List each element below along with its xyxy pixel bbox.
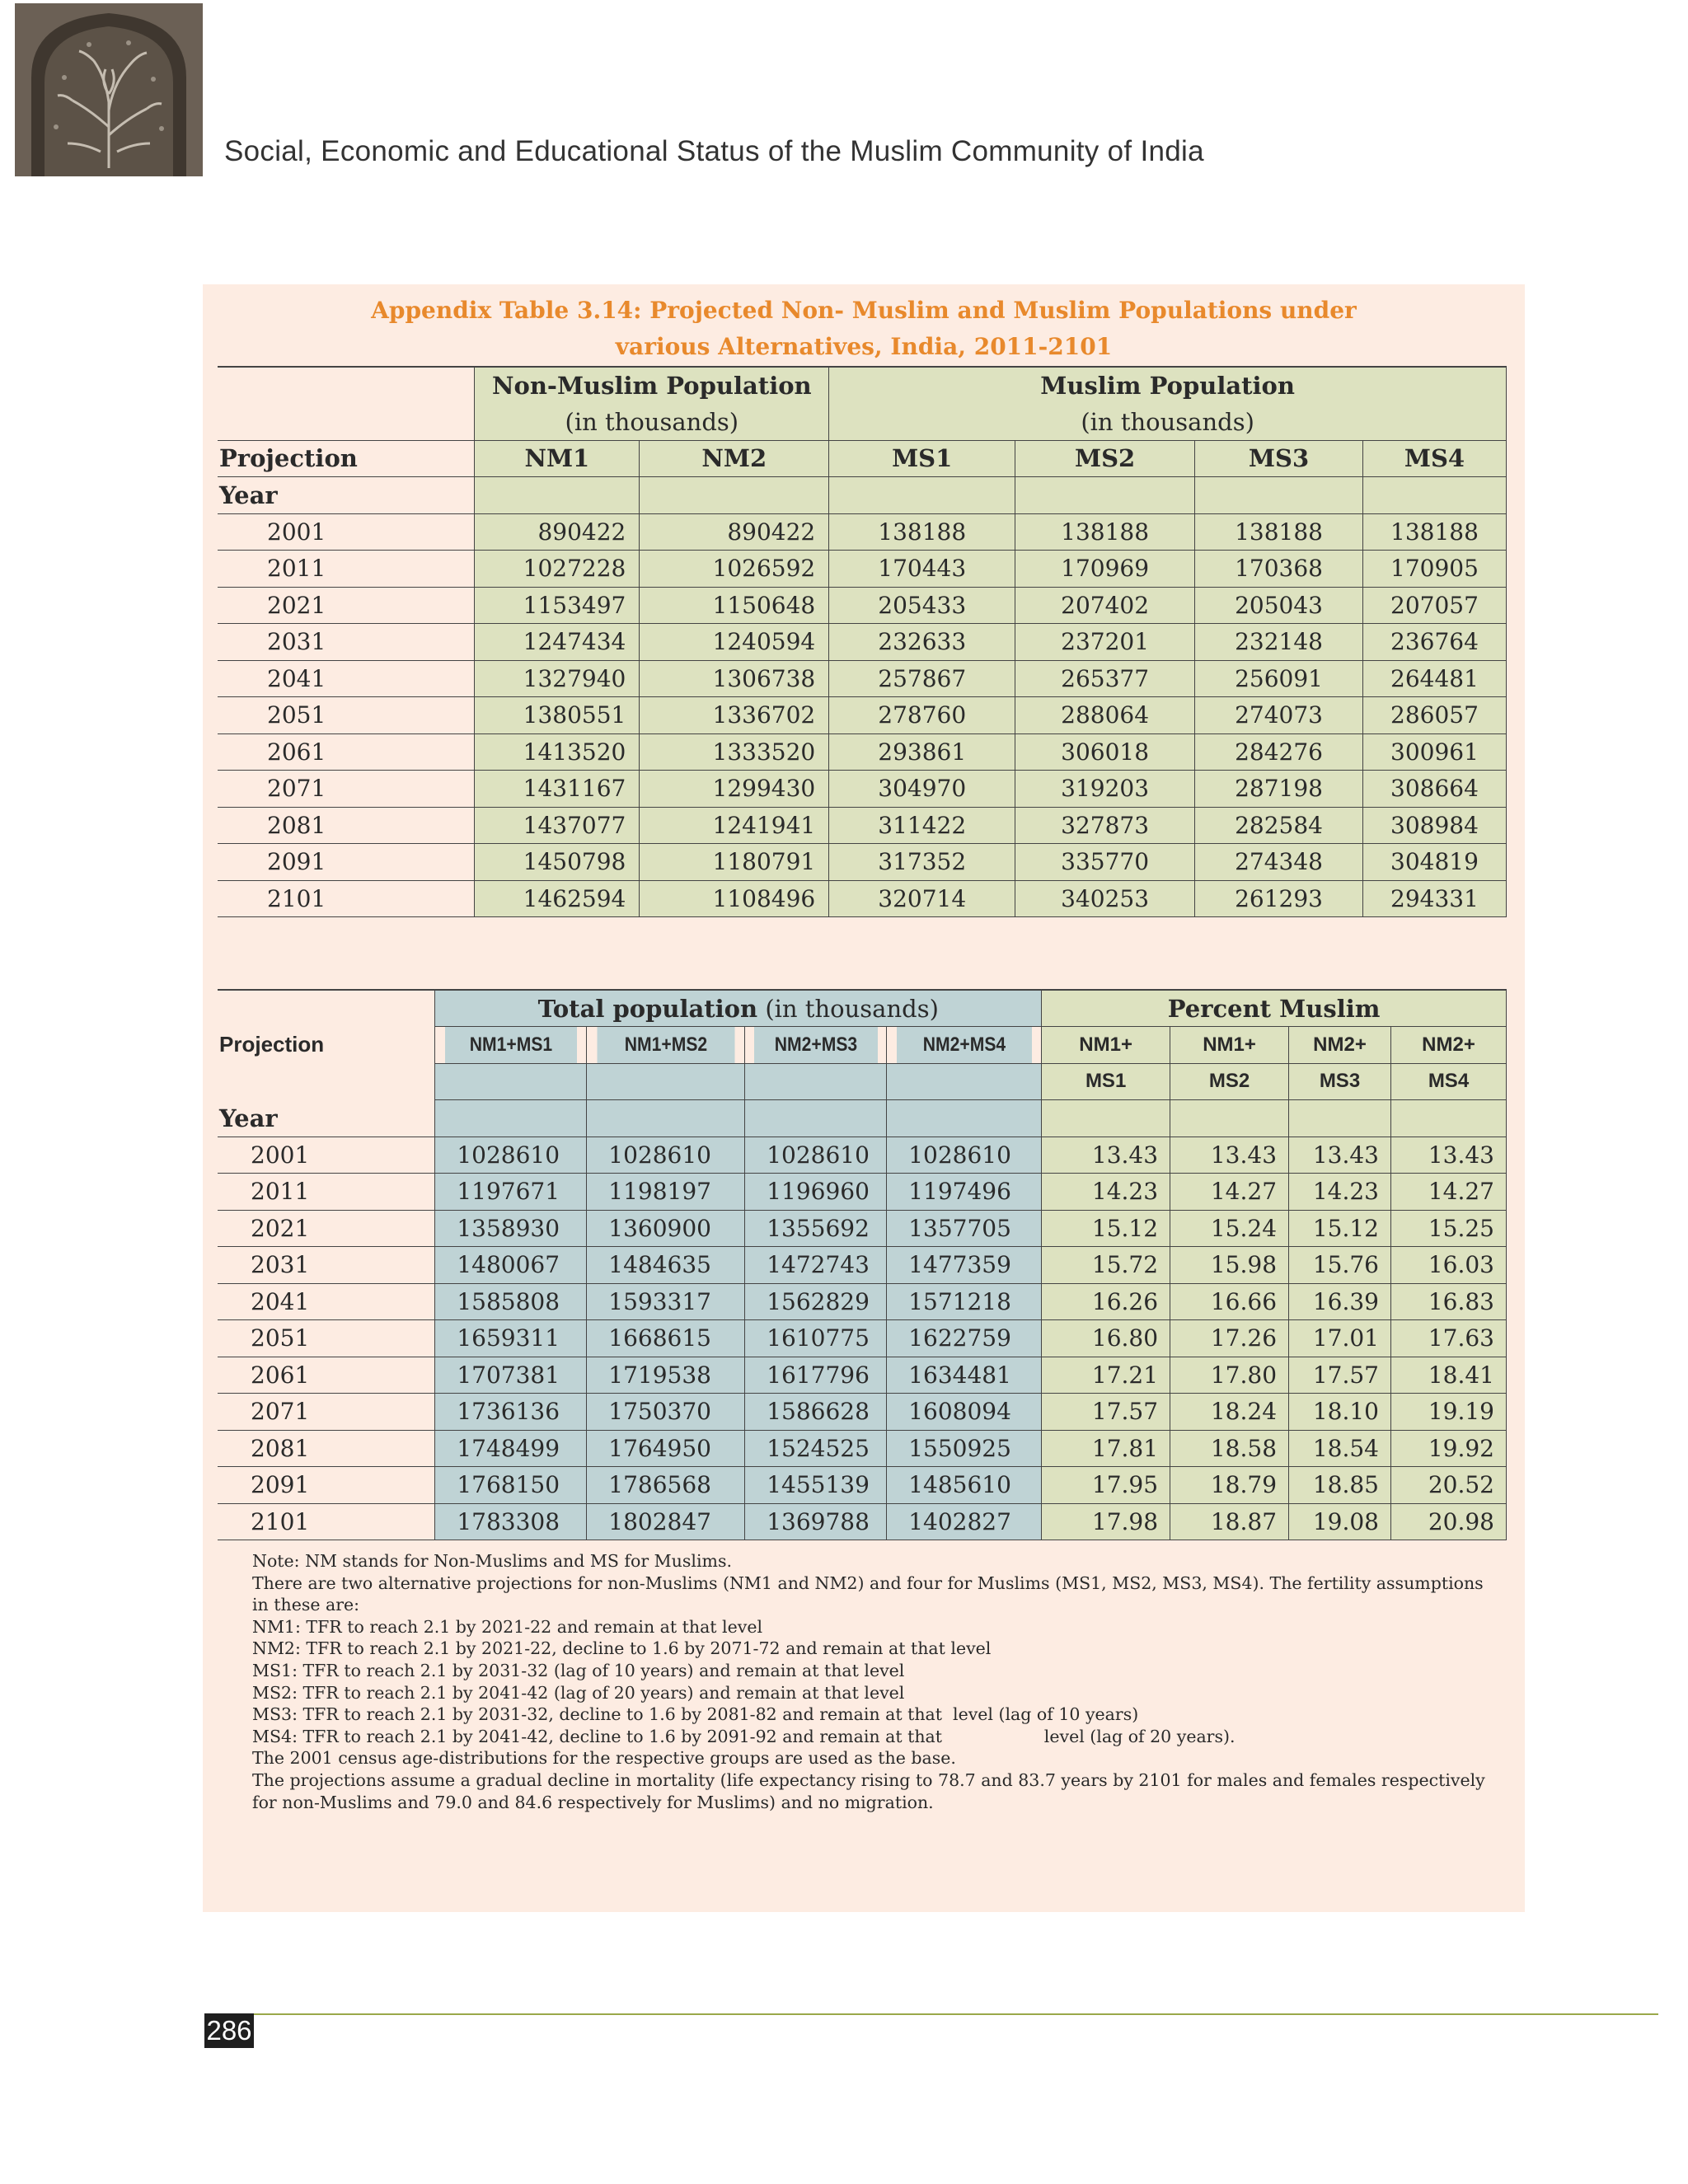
percent-cell: 16.03 bbox=[1390, 1247, 1506, 1284]
percent-cell: 18.79 bbox=[1170, 1467, 1289, 1504]
total-cell: 1028610 bbox=[587, 1137, 745, 1174]
percent-cell: 18.41 bbox=[1390, 1357, 1506, 1394]
value-cell: 1431167 bbox=[475, 771, 640, 808]
year-cell: 2051 bbox=[218, 697, 475, 734]
value-cell: 278760 bbox=[829, 697, 1015, 734]
value-cell: 308664 bbox=[1362, 771, 1506, 808]
total-cell: 1585808 bbox=[435, 1283, 587, 1320]
value-cell: 288064 bbox=[1015, 697, 1195, 734]
percent-cell: 17.57 bbox=[1042, 1394, 1170, 1431]
total-cell: 1593317 bbox=[587, 1283, 745, 1320]
note-line: The 2001 census age-distributions for the respective groups are used as the base. bbox=[252, 1748, 956, 1769]
value-cell: 138188 bbox=[829, 513, 1015, 551]
percent-cell: 17.63 bbox=[1390, 1320, 1506, 1357]
value-cell: 1336702 bbox=[640, 697, 829, 734]
table-row bbox=[218, 733, 1507, 771]
value-cell: 236764 bbox=[1362, 624, 1506, 661]
value-cell: 293861 bbox=[829, 733, 1015, 771]
total-cell: 1802847 bbox=[587, 1503, 745, 1540]
percent-cell: 18.54 bbox=[1289, 1430, 1391, 1467]
column-header: NM1+ bbox=[1170, 1027, 1289, 1064]
value-cell: 308984 bbox=[1362, 807, 1506, 844]
year-cell: 2071 bbox=[218, 1394, 435, 1431]
percent-cell: 16.83 bbox=[1390, 1283, 1506, 1320]
percent-cell: 18.87 bbox=[1170, 1503, 1289, 1540]
value-cell: 1333520 bbox=[640, 733, 829, 771]
table-row bbox=[218, 1467, 1507, 1504]
total-cell: 1524525 bbox=[745, 1430, 887, 1467]
value-cell: 1108496 bbox=[640, 880, 829, 917]
percent-cell: 14.27 bbox=[1170, 1174, 1289, 1211]
table-row bbox=[218, 587, 1507, 624]
value-cell: 890422 bbox=[640, 513, 829, 551]
value-cell: 1241941 bbox=[640, 807, 829, 844]
value-cell: 170443 bbox=[829, 551, 1015, 588]
value-cell: 1150648 bbox=[640, 587, 829, 624]
group-header-total bbox=[435, 990, 1042, 1027]
table-notes bbox=[252, 1550, 1497, 1813]
value-cell: 1450798 bbox=[475, 844, 640, 881]
year-cell: 2071 bbox=[218, 771, 475, 808]
value-cell: 138188 bbox=[1015, 513, 1195, 551]
percent-cell: 17.01 bbox=[1289, 1320, 1391, 1357]
column-header: MS2 bbox=[1015, 440, 1195, 477]
total-cell: 1455139 bbox=[745, 1467, 887, 1504]
percent-cell: 13.43 bbox=[1170, 1137, 1289, 1174]
table-row bbox=[218, 880, 1507, 917]
value-cell: 340253 bbox=[1015, 880, 1195, 917]
group-header-muslim: Muslim Population bbox=[829, 367, 1507, 404]
total-cell: 1786568 bbox=[587, 1467, 745, 1504]
value-cell: 274073 bbox=[1195, 697, 1363, 734]
value-cell: 1027228 bbox=[475, 551, 640, 588]
value-cell: 1026592 bbox=[640, 551, 829, 588]
note-line: MS1: TFR to reach 2.1 by 2031-32 (lag of 10 years) and remain at that level bbox=[252, 1660, 905, 1680]
value-cell: 138188 bbox=[1195, 513, 1363, 551]
total-cell: 1783308 bbox=[435, 1503, 587, 1540]
year-cell: 2061 bbox=[218, 733, 475, 771]
year-label: Year bbox=[218, 477, 475, 514]
total-cell: 1197671 bbox=[435, 1174, 587, 1211]
note-line: MS4: TFR to reach 2.1 by 2041-42, decline to 1.6 by 2091-92 and remain at that level (lag of 20 years). bbox=[252, 1726, 1236, 1746]
value-cell: 170368 bbox=[1195, 551, 1363, 588]
percent-cell: 18.85 bbox=[1289, 1467, 1391, 1504]
value-cell: 287198 bbox=[1195, 771, 1363, 808]
value-cell: 284276 bbox=[1195, 733, 1363, 771]
year-cell: 2031 bbox=[218, 624, 475, 661]
year-cell: 2021 bbox=[218, 1210, 435, 1247]
percent-cell: 13.43 bbox=[1289, 1137, 1391, 1174]
footer-rule bbox=[252, 2013, 1658, 2015]
total-cell: 1768150 bbox=[435, 1467, 587, 1504]
year-cell: 2081 bbox=[218, 807, 475, 844]
group-unit-nonmuslim: (in thousands) bbox=[475, 404, 829, 441]
percent-cell: 18.24 bbox=[1170, 1394, 1289, 1431]
value-cell: 1462594 bbox=[475, 880, 640, 917]
column-header: MS2 bbox=[1170, 1063, 1289, 1100]
header-image bbox=[15, 3, 203, 176]
percent-cell: 17.26 bbox=[1170, 1320, 1289, 1357]
column-header: NM1+MS1 bbox=[444, 1027, 578, 1064]
column-header: MS4 bbox=[1390, 1063, 1506, 1100]
value-cell: 304970 bbox=[829, 771, 1015, 808]
value-cell: 261293 bbox=[1195, 880, 1363, 917]
total-cell: 1198197 bbox=[587, 1174, 745, 1211]
column-header: NM1 bbox=[475, 440, 640, 477]
total-cell: 1477359 bbox=[887, 1247, 1042, 1284]
value-cell: 1327940 bbox=[475, 660, 640, 697]
value-cell: 306018 bbox=[1015, 733, 1195, 771]
value-cell: 1437077 bbox=[475, 807, 640, 844]
percent-cell: 15.98 bbox=[1170, 1247, 1289, 1284]
value-cell: 170905 bbox=[1362, 551, 1506, 588]
total-cell: 1617796 bbox=[745, 1357, 887, 1394]
value-cell: 232148 bbox=[1195, 624, 1363, 661]
value-cell: 207402 bbox=[1015, 587, 1195, 624]
percent-cell: 17.95 bbox=[1042, 1467, 1170, 1504]
percent-cell: 14.23 bbox=[1042, 1174, 1170, 1211]
column-header: NM1+MS2 bbox=[596, 1027, 735, 1064]
value-cell: 304819 bbox=[1362, 844, 1506, 881]
table-row bbox=[218, 1210, 1507, 1247]
total-cell: 1355692 bbox=[745, 1210, 887, 1247]
percent-cell: 17.98 bbox=[1042, 1503, 1170, 1540]
projection-label: Projection bbox=[219, 1032, 325, 1057]
page-number: 286 bbox=[204, 2013, 254, 2048]
total-cell: 1659311 bbox=[435, 1320, 587, 1357]
value-cell: 317352 bbox=[829, 844, 1015, 881]
note-line: The projections assume a gradual decline in mortality (life expectancy rising to 78.7 and 83.7 years by 2101 for males and females respectively for non-Muslims and 79.0 and 84.6 respectively for Muslims) and no migration. bbox=[252, 1769, 1485, 1812]
total-cell: 1358930 bbox=[435, 1210, 587, 1247]
total-cell: 1634481 bbox=[887, 1357, 1042, 1394]
total-and-percent-table bbox=[218, 989, 1507, 1540]
projected-populations-table bbox=[218, 366, 1507, 917]
table-row bbox=[218, 807, 1507, 844]
percent-cell: 17.80 bbox=[1170, 1357, 1289, 1394]
total-cell: 1750370 bbox=[587, 1394, 745, 1431]
percent-cell: 14.23 bbox=[1289, 1174, 1391, 1211]
note-line: MS2: TFR to reach 2.1 by 2041-42 (lag of 20 years) and remain at that level bbox=[252, 1682, 905, 1703]
document-title: Social, Economic and Educational Status of the Muslim Community of India bbox=[224, 135, 1204, 167]
value-cell: 1306738 bbox=[640, 660, 829, 697]
percent-cell: 16.39 bbox=[1289, 1283, 1391, 1320]
value-cell: 207057 bbox=[1362, 587, 1506, 624]
year-cell: 2021 bbox=[218, 587, 475, 624]
total-cell: 1028610 bbox=[435, 1137, 587, 1174]
total-and-percent-body bbox=[218, 1137, 1507, 1540]
value-cell: 265377 bbox=[1015, 660, 1195, 697]
group-header-nonmuslim: Non-Muslim Population bbox=[475, 367, 829, 404]
total-cell: 1402827 bbox=[887, 1503, 1042, 1540]
group-header-percent bbox=[1042, 990, 1507, 1027]
percent-cell: 17.57 bbox=[1289, 1357, 1391, 1394]
total-cell: 1668615 bbox=[587, 1320, 745, 1357]
table-row bbox=[218, 1320, 1507, 1357]
note-line: NM1: TFR to reach 2.1 by 2021-22 and remain at that level bbox=[252, 1616, 763, 1637]
percent-cell: 20.98 bbox=[1390, 1503, 1506, 1540]
column-header: NM1+ bbox=[1042, 1027, 1170, 1064]
value-cell: 1247434 bbox=[475, 624, 640, 661]
value-cell: 138188 bbox=[1362, 513, 1506, 551]
percent-cell: 18.10 bbox=[1289, 1394, 1391, 1431]
percent-cell: 17.21 bbox=[1042, 1357, 1170, 1394]
total-cell: 1485610 bbox=[887, 1467, 1042, 1504]
value-cell: 890422 bbox=[475, 513, 640, 551]
value-cell: 205433 bbox=[829, 587, 1015, 624]
carved-stone-jali-window-icon bbox=[15, 3, 203, 176]
total-cell: 1196960 bbox=[745, 1174, 887, 1211]
total-cell: 1484635 bbox=[587, 1247, 745, 1284]
year-cell: 2091 bbox=[218, 844, 475, 881]
table-row bbox=[218, 1283, 1507, 1320]
year-cell: 2011 bbox=[218, 1174, 435, 1211]
note-line: NM2: TFR to reach 2.1 by 2021-22, decline to 1.6 by 2071-72 and remain at that level bbox=[252, 1638, 992, 1659]
percent-cell: 15.25 bbox=[1390, 1210, 1506, 1247]
year-cell: 2001 bbox=[218, 1137, 435, 1174]
table-row bbox=[218, 1174, 1507, 1211]
value-cell: 319203 bbox=[1015, 771, 1195, 808]
value-cell: 1299430 bbox=[640, 771, 829, 808]
value-cell: 327873 bbox=[1015, 807, 1195, 844]
column-header: NM2+MS4 bbox=[896, 1027, 1032, 1064]
column-header: NM2 bbox=[640, 440, 829, 477]
total-cell: 1610775 bbox=[745, 1320, 887, 1357]
year-cell: 2061 bbox=[218, 1357, 435, 1394]
total-cell: 1764950 bbox=[587, 1430, 745, 1467]
column-header: MS1 bbox=[829, 440, 1015, 477]
percent-cell: 13.43 bbox=[1042, 1137, 1170, 1174]
table-row bbox=[218, 1503, 1507, 1540]
year-cell: 2041 bbox=[218, 660, 475, 697]
total-cell: 1472743 bbox=[745, 1247, 887, 1284]
table-row bbox=[218, 771, 1507, 808]
value-cell: 256091 bbox=[1195, 660, 1363, 697]
year-label: Year bbox=[218, 1100, 435, 1137]
year-cell: 2001 bbox=[218, 513, 475, 551]
total-cell: 1748499 bbox=[435, 1430, 587, 1467]
value-cell: 1413520 bbox=[475, 733, 640, 771]
total-cell: 1369788 bbox=[745, 1503, 887, 1540]
note-line: Note: NM stands for Non-Muslims and MS for Muslims. bbox=[252, 1551, 732, 1571]
value-cell: 205043 bbox=[1195, 587, 1363, 624]
year-cell: 2051 bbox=[218, 1320, 435, 1357]
total-cell: 1586628 bbox=[745, 1394, 887, 1431]
value-cell: 1380551 bbox=[475, 697, 640, 734]
total-cell: 1028610 bbox=[745, 1137, 887, 1174]
column-header: MS3 bbox=[1289, 1063, 1391, 1100]
table-row bbox=[218, 1247, 1507, 1284]
percent-cell: 19.08 bbox=[1289, 1503, 1391, 1540]
group-unit-muslim: (in thousands) bbox=[829, 404, 1507, 441]
table-row bbox=[218, 513, 1507, 551]
percent-cell: 16.66 bbox=[1170, 1283, 1289, 1320]
percent-cell: 13.43 bbox=[1390, 1137, 1506, 1174]
table-row bbox=[218, 697, 1507, 734]
total-cell: 1197496 bbox=[887, 1174, 1042, 1211]
column-header: NM2+ bbox=[1390, 1027, 1506, 1064]
value-cell: 300961 bbox=[1362, 733, 1506, 771]
percent-cell: 15.24 bbox=[1170, 1210, 1289, 1247]
total-cell: 1360900 bbox=[587, 1210, 745, 1247]
table-row bbox=[218, 844, 1507, 881]
value-cell: 320714 bbox=[829, 880, 1015, 917]
year-cell: 2041 bbox=[218, 1283, 435, 1320]
table-row bbox=[218, 624, 1507, 661]
value-cell: 1180791 bbox=[640, 844, 829, 881]
total-cell: 1622759 bbox=[887, 1320, 1042, 1357]
percent-cell: 16.80 bbox=[1042, 1320, 1170, 1357]
percent-cell: 16.26 bbox=[1042, 1283, 1170, 1320]
percent-cell: 15.72 bbox=[1042, 1247, 1170, 1284]
total-cell: 1357705 bbox=[887, 1210, 1042, 1247]
total-cell: 1736136 bbox=[435, 1394, 587, 1431]
year-cell: 2081 bbox=[218, 1430, 435, 1467]
column-header: NM2+ bbox=[1289, 1027, 1391, 1064]
total-cell: 1719538 bbox=[587, 1357, 745, 1394]
group-header-total-bold: Total population bbox=[537, 994, 758, 1023]
table-row bbox=[218, 551, 1507, 588]
total-cell: 1550925 bbox=[887, 1430, 1042, 1467]
group-header-percent-label: Percent Muslim bbox=[1167, 994, 1381, 1023]
projected-populations-body bbox=[218, 513, 1507, 917]
percent-cell: 19.92 bbox=[1390, 1430, 1506, 1467]
value-cell: 232633 bbox=[829, 624, 1015, 661]
percent-cell: 15.12 bbox=[1289, 1210, 1391, 1247]
year-cell: 2091 bbox=[218, 1467, 435, 1504]
value-cell: 274348 bbox=[1195, 844, 1363, 881]
year-cell: 2031 bbox=[218, 1247, 435, 1284]
total-cell: 1562829 bbox=[745, 1283, 887, 1320]
percent-cell: 20.52 bbox=[1390, 1467, 1506, 1504]
total-cell: 1608094 bbox=[887, 1394, 1042, 1431]
year-cell: 2101 bbox=[218, 1503, 435, 1540]
appendix-table-panel bbox=[203, 284, 1525, 1912]
table-row bbox=[218, 660, 1507, 697]
value-cell: 311422 bbox=[829, 807, 1015, 844]
percent-cell: 17.81 bbox=[1042, 1430, 1170, 1467]
value-cell: 286057 bbox=[1362, 697, 1506, 734]
value-cell: 1240594 bbox=[640, 624, 829, 661]
column-header: NM2+MS3 bbox=[753, 1027, 878, 1064]
value-cell: 294331 bbox=[1362, 880, 1506, 917]
percent-cell: 15.76 bbox=[1289, 1247, 1391, 1284]
value-cell: 335770 bbox=[1015, 844, 1195, 881]
column-header: MS4 bbox=[1362, 440, 1506, 477]
value-cell: 264481 bbox=[1362, 660, 1506, 697]
total-cell: 1480067 bbox=[435, 1247, 587, 1284]
group-header-total-unit: (in thousands) bbox=[757, 994, 939, 1023]
note-line: MS3: TFR to reach 2.1 by 2031-32, decline to 1.6 by 2081-82 and remain at that level (lag of 10 years) bbox=[252, 1704, 1139, 1725]
year-cell: 2101 bbox=[218, 880, 475, 917]
table-row bbox=[218, 1430, 1507, 1467]
table-title-line-1: Appendix Table 3.14: Projected Non- Muslim and Muslim Populations under bbox=[371, 297, 1357, 324]
percent-cell: 14.27 bbox=[1390, 1174, 1506, 1211]
percent-cell: 18.58 bbox=[1170, 1430, 1289, 1467]
value-cell: 257867 bbox=[829, 660, 1015, 697]
column-header: MS3 bbox=[1195, 440, 1363, 477]
total-cell: 1028610 bbox=[887, 1137, 1042, 1174]
table-row bbox=[218, 1394, 1507, 1431]
value-cell: 1153497 bbox=[475, 587, 640, 624]
value-cell: 237201 bbox=[1015, 624, 1195, 661]
note-line: There are two alternative projections for non-Muslims (NM1 and NM2) and four for Muslims (MS1, MS2, MS3, MS4). The fertility assumptions in these are: bbox=[252, 1572, 1484, 1615]
year-cell: 2011 bbox=[218, 551, 475, 588]
value-cell: 282584 bbox=[1195, 807, 1363, 844]
value-cell: 170969 bbox=[1015, 551, 1195, 588]
column-header: MS1 bbox=[1042, 1063, 1170, 1100]
projection-label: Projection bbox=[218, 440, 475, 477]
table-title bbox=[203, 293, 1525, 365]
table-row bbox=[218, 1357, 1507, 1394]
percent-cell: 19.19 bbox=[1390, 1394, 1506, 1431]
percent-cell: 15.12 bbox=[1042, 1210, 1170, 1247]
total-cell: 1707381 bbox=[435, 1357, 587, 1394]
table-row bbox=[218, 1137, 1507, 1174]
total-cell: 1571218 bbox=[887, 1283, 1042, 1320]
table-title-line-2: various Alternatives, India, 2011-2101 bbox=[615, 333, 1113, 360]
